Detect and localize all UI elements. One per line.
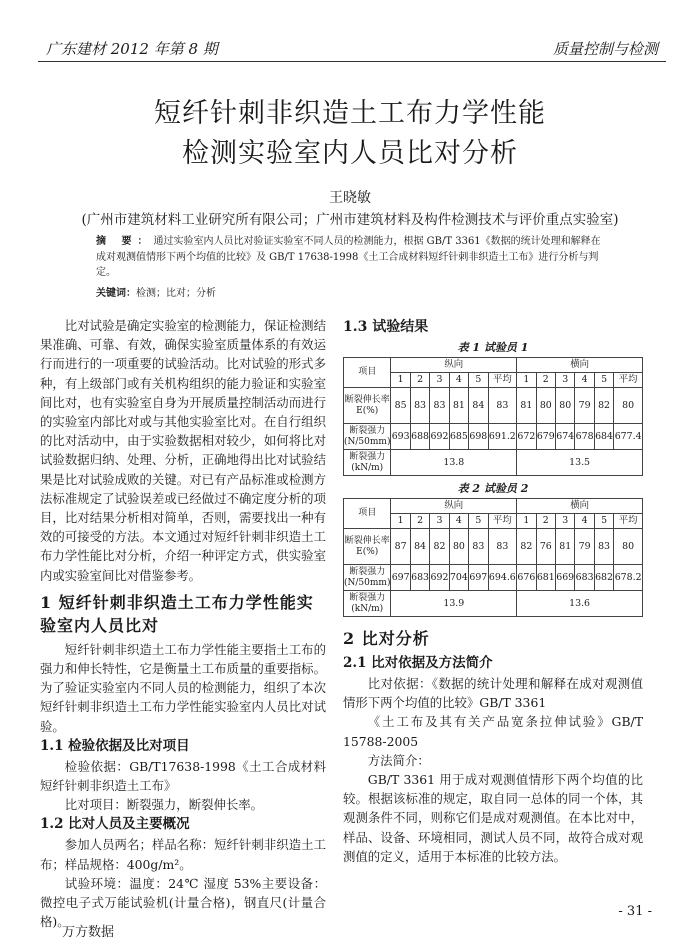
table-header-transverse: 横向: [517, 499, 643, 514]
title-line-1: 短纤针刺非织造土工布力学性能: [154, 98, 546, 129]
method-paragraph: GB/T 3361 用于成对观测值情形下两个均值的比较。根据该标准的规定，取自同一总体的同一个体，其观测条件不同，则称它们是成对观测值。在本比对中，样品、设备、环境相同，测试人员不同，故符合成对观测值的定义，适用于本标准的比较方法。: [343, 772, 643, 864]
cell: 13.9: [391, 591, 517, 617]
subheader: 3: [430, 514, 449, 529]
subheader: 1: [391, 514, 410, 529]
cell: 692: [430, 424, 449, 450]
running-header: [38, 38, 666, 62]
section-1-heading: 1 短纤针刺非织造土工布力学性能实验室内人员比对: [40, 592, 314, 635]
row-label: 断裂伸长率 E(%): [344, 529, 391, 565]
row-label: 断裂强力(kN/m): [344, 450, 391, 476]
cell: 81: [556, 529, 575, 565]
cell: 82: [517, 529, 536, 565]
cell: 669: [556, 565, 575, 591]
watermark: 万方数据: [62, 925, 115, 940]
section-1-2-heading: 1.2 比对人员及主要概况: [40, 816, 190, 833]
subheader: 平均: [614, 373, 643, 388]
affiliation: (广州市建筑材料工业研究所有限公司；广州市建筑材料及构件检测技术与评价重点实验室): [81, 212, 619, 228]
left-column: [40, 316, 326, 931]
cell: 694.6: [488, 565, 517, 591]
cell: 80: [449, 529, 468, 565]
test-environment: 试验环境：温度：24℃ 湿度 53%主要设备：微控电子式万能试验机(计量合格)，钢直尺(计量合格)。: [40, 875, 326, 930]
row-label: 断裂伸长率 E(%): [344, 388, 391, 424]
subheader: 4: [575, 373, 594, 388]
cell: 678.2: [614, 565, 643, 591]
cell: 83: [488, 529, 517, 565]
table-header-longitudinal: 纵向: [391, 499, 517, 514]
keywords-text: 检测；比对；分析: [136, 288, 216, 299]
cell: 81: [517, 388, 536, 424]
keywords: [96, 284, 216, 299]
abstract-text: 通过实验室内人员比对验证实验室不同人员的检测能力，根据 GB/T 3361《数据的统计处理和解释在成对观测值情形下两个均值的比较》及 GB/T 17638-1998《土工合成材料短纤针刺非织造土工布》进行分析与判定。: [96, 236, 601, 278]
cell: 676: [517, 565, 536, 591]
cell: 83: [430, 388, 449, 424]
subheader: 5: [594, 514, 613, 529]
subheader: 1: [517, 514, 536, 529]
section-1-1-heading: 1.1 检验依据及比对项目: [40, 737, 190, 754]
subheader: 5: [594, 373, 613, 388]
cell: 76: [536, 529, 555, 565]
cell: 82: [430, 529, 449, 565]
cell: 87: [391, 529, 410, 565]
abstract: [96, 234, 606, 281]
cell: 693: [391, 424, 410, 450]
subheader: 3: [556, 373, 575, 388]
cell: 683: [410, 565, 429, 591]
cell: 81: [449, 388, 468, 424]
table-2-caption: 表 2 试验员 2: [457, 482, 529, 495]
subheader: 平均: [614, 514, 643, 529]
subheader: 1: [517, 373, 536, 388]
subheader: 2: [536, 514, 555, 529]
subheader: 4: [449, 514, 468, 529]
cell: 13.6: [517, 591, 643, 617]
cell: 80: [614, 388, 643, 424]
cell: 13.5: [517, 450, 643, 476]
subheader: 3: [556, 514, 575, 529]
subheader: 1: [391, 373, 410, 388]
section-1-3-heading: 1.3 试验结果: [343, 319, 429, 335]
cell: 691.2: [488, 424, 517, 450]
cell: 698: [469, 424, 488, 450]
cell: 83: [410, 388, 429, 424]
row-label: 断裂强力(N/50mm): [344, 424, 391, 450]
subheader: 平均: [488, 373, 517, 388]
cell: 678: [575, 424, 594, 450]
cell: 82: [594, 388, 613, 424]
table-header-transverse: 横向: [517, 358, 643, 373]
title-line-2: 检测实验室内人员比对分析: [182, 138, 518, 169]
cell: 685: [449, 424, 468, 450]
cell: 697: [469, 565, 488, 591]
cell: 682: [594, 565, 613, 591]
cell: 692: [430, 565, 449, 591]
subheader: 平均: [488, 514, 517, 529]
keywords-label: 关键词：: [96, 288, 136, 299]
subheader: 2: [536, 373, 555, 388]
cell: 85: [391, 388, 410, 424]
section-name: 质量控制与检测: [552, 40, 658, 58]
page-number: - 31 -: [618, 904, 652, 919]
journal-name: 广东建材 2012 年第 8 期: [46, 40, 218, 58]
cell: 80: [536, 388, 555, 424]
cell: 13.8: [391, 450, 517, 476]
right-column: [343, 316, 643, 866]
section-1-paragraph: 短纤针刺非织造土工布力学性能主要指土工布的强力和伸长特性，它是衡量土工布质量的重要指标。为了验证实验室内不同人员的检测能力，组织了本次短纤针刺非织造土工布力学性能实验室内人员比对试验。: [40, 641, 326, 734]
cell: 80: [614, 529, 643, 565]
table-header-longitudinal: 纵向: [391, 358, 517, 373]
comparison-standard-2: 《土工布及其有关产品宽条拉伸试验》GB/T 15788-2005: [343, 714, 643, 749]
cell: 697: [391, 565, 410, 591]
table-header-item: 项目: [344, 358, 391, 388]
intro-paragraph: 比对试验是确定实验室的检测能力，保证检测结果准确、可靠、有效，确保实验室质量体系的有效运行而进行的一项重要的试验活动。比对试验的形式多种，有上级部门或有关机构组织的能力验证和实验室间比对，也有实验室自身为开展质量控制活动而进行的实验室内部比对或与其他实验室比对。在自行组织的比对活动中，由于实验数据相对较少，如何将比对试验数据归纳、处理、分析，正确地得出比对试验结果是比对试验成败的关键。对已有产品标准或检测方法标准规定了试验误差或已经做过不确定度分析的项目，比对结果分析相对简单，否则，需要找出一种有效的可接受的方法。本文通过对短纤针刺非织造土工布力学性能比对分析，介绍一种评定方式，供实验室内或实验室间比对借鉴参考。: [40, 318, 326, 583]
author: 王晓敏: [329, 190, 371, 206]
subheader: 2: [410, 373, 429, 388]
cell: 79: [575, 388, 594, 424]
section-2-1-heading: 2.1 比对依据及方法简介: [343, 655, 493, 671]
subheader: 3: [430, 373, 449, 388]
abstract-label: 摘 要：: [96, 236, 154, 247]
cell: 83: [488, 388, 517, 424]
subheader: 4: [575, 514, 594, 529]
cell: 679: [536, 424, 555, 450]
cell: 683: [575, 565, 594, 591]
row-label: 断裂强力(kN/m): [344, 591, 391, 617]
cell: 704: [449, 565, 468, 591]
cell: 688: [410, 424, 429, 450]
cell: 84: [469, 388, 488, 424]
method-label: 方法简介：: [367, 752, 430, 768]
cell: 672: [517, 424, 536, 450]
row-label: 断裂强力(N/50mm): [344, 565, 391, 591]
cell: 83: [469, 529, 488, 565]
section-2-heading: 2 比对分析: [343, 629, 430, 648]
table-2: [343, 498, 643, 617]
subheader: 2: [410, 514, 429, 529]
test-basis: 检验依据：GB/T17638-1998《土工合成材料短纤针刺非织造土工布》: [40, 758, 326, 794]
comparison-basis: 比对依据：《数据的统计处理和解释在成对观测值情形下两个均值的比较》GB/T 3361: [343, 676, 643, 711]
cell: 677.4: [614, 424, 643, 450]
cell: 80: [556, 388, 575, 424]
subheader: 5: [469, 514, 488, 529]
cell: 681: [536, 565, 555, 591]
table-1-caption: 表 1 试验员 1: [457, 341, 529, 354]
cell: 684: [594, 424, 613, 450]
cell: 674: [556, 424, 575, 450]
table-header-item: 项目: [344, 499, 391, 529]
test-items: 比对项目：断裂强力，断裂伸长率。: [64, 797, 264, 813]
table-1: [343, 357, 643, 476]
subheader: 5: [469, 373, 488, 388]
cell: 84: [410, 529, 429, 565]
cell: 79: [575, 529, 594, 565]
participants: 参加人员两名；样品名称：短纤针刺非织造土工布；样品规格：400g/m²。: [40, 837, 326, 872]
subheader: 4: [449, 373, 468, 388]
cell: 83: [594, 529, 613, 565]
